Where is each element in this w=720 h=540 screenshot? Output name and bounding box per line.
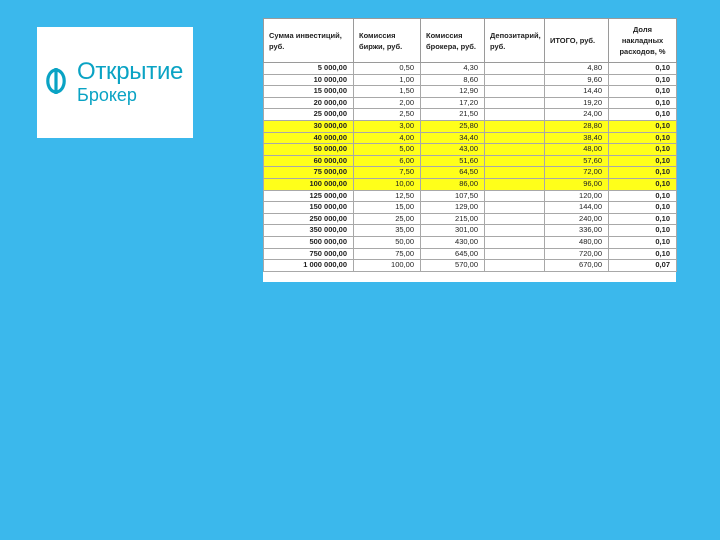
cell-exchange-fee: 75,00	[354, 248, 421, 260]
cell-depository	[485, 74, 545, 86]
cell-exchange-fee: 0,50	[354, 63, 421, 75]
cell-depository	[485, 248, 545, 260]
cell-investment-amount: 1 000 000,00	[264, 260, 354, 272]
cell-investment-amount: 350 000,00	[264, 225, 354, 237]
table-row	[264, 74, 677, 86]
cell-overhead-share: 0,10	[609, 109, 677, 121]
cell-exchange-fee: 12,50	[354, 190, 421, 202]
cell-total: 4,80	[545, 63, 609, 75]
cell-investment-amount: 10 000,00	[264, 74, 354, 86]
header-broker-fee: Комиссия брокера, руб.	[421, 19, 485, 63]
cell-overhead-share: 0,10	[609, 248, 677, 260]
cell-overhead-share: 0,10	[609, 74, 677, 86]
cell-broker-fee: 12,90	[421, 86, 485, 98]
cell-overhead-share: 0,10	[609, 202, 677, 214]
table-row	[264, 236, 677, 248]
table-row	[264, 120, 677, 132]
cell-depository	[485, 155, 545, 167]
cell-depository	[485, 120, 545, 132]
table-row	[264, 167, 677, 179]
cell-total: 14,40	[545, 86, 609, 98]
cell-overhead-share: 0,10	[609, 86, 677, 98]
cell-overhead-share: 0,10	[609, 236, 677, 248]
cell-overhead-share: 0,10	[609, 97, 677, 109]
cell-broker-fee: 8,60	[421, 74, 485, 86]
cell-exchange-fee: 1,00	[354, 74, 421, 86]
cell-exchange-fee: 100,00	[354, 260, 421, 272]
cell-depository	[485, 190, 545, 202]
cell-total: 38,40	[545, 132, 609, 144]
cell-broker-fee: 86,00	[421, 178, 485, 190]
header-total: ИТОГО, руб.	[545, 19, 609, 63]
cell-broker-fee: 107,50	[421, 190, 485, 202]
cell-exchange-fee: 50,00	[354, 236, 421, 248]
cell-broker-fee: 21,50	[421, 109, 485, 121]
cell-broker-fee: 64,50	[421, 167, 485, 179]
cell-exchange-fee: 35,00	[354, 225, 421, 237]
table-row	[264, 132, 677, 144]
cell-broker-fee: 34,40	[421, 132, 485, 144]
table-row	[264, 202, 677, 214]
cell-overhead-share: 0,10	[609, 120, 677, 132]
cell-total: 9,60	[545, 74, 609, 86]
cell-investment-amount: 750 000,00	[264, 248, 354, 260]
cell-total: 72,00	[545, 167, 609, 179]
cell-depository	[485, 225, 545, 237]
cell-exchange-fee: 4,00	[354, 132, 421, 144]
header-investment-amount: Сумма инвестиций, руб.	[264, 19, 354, 63]
cell-depository	[485, 132, 545, 144]
cell-exchange-fee: 10,00	[354, 178, 421, 190]
table-row	[264, 190, 677, 202]
cell-overhead-share: 0,10	[609, 225, 677, 237]
cell-total: 28,80	[545, 120, 609, 132]
cell-total: 48,00	[545, 144, 609, 156]
cell-depository	[485, 97, 545, 109]
cell-broker-fee: 43,00	[421, 144, 485, 156]
cell-total: 720,00	[545, 248, 609, 260]
table-row	[264, 178, 677, 190]
cell-overhead-share: 0,10	[609, 178, 677, 190]
cell-exchange-fee: 15,00	[354, 202, 421, 214]
cell-depository	[485, 144, 545, 156]
cell-total: 19,20	[545, 97, 609, 109]
cell-investment-amount: 40 000,00	[264, 132, 354, 144]
cell-total: 670,00	[545, 260, 609, 272]
table-row	[264, 155, 677, 167]
cell-broker-fee: 430,00	[421, 236, 485, 248]
cell-investment-amount: 30 000,00	[264, 120, 354, 132]
cell-overhead-share: 0,10	[609, 63, 677, 75]
cell-depository	[485, 109, 545, 121]
table-row	[264, 225, 677, 237]
commission-table-container	[263, 18, 676, 282]
cell-investment-amount: 50 000,00	[264, 144, 354, 156]
cell-depository	[485, 86, 545, 98]
cell-overhead-share: 0,10	[609, 155, 677, 167]
cell-total: 480,00	[545, 236, 609, 248]
cell-broker-fee: 51,60	[421, 155, 485, 167]
cell-overhead-share: 0,10	[609, 132, 677, 144]
cell-exchange-fee: 3,00	[354, 120, 421, 132]
cell-broker-fee: 645,00	[421, 248, 485, 260]
cell-investment-amount: 20 000,00	[264, 97, 354, 109]
table-row	[264, 248, 677, 260]
table-row	[264, 109, 677, 121]
cell-investment-amount: 150 000,00	[264, 202, 354, 214]
table-row	[264, 144, 677, 156]
cell-exchange-fee: 6,00	[354, 155, 421, 167]
cell-broker-fee: 215,00	[421, 213, 485, 225]
cell-overhead-share: 0,10	[609, 213, 677, 225]
cell-exchange-fee: 2,50	[354, 109, 421, 121]
cell-total: 96,00	[545, 178, 609, 190]
cell-overhead-share: 0,07	[609, 260, 677, 272]
cell-total: 120,00	[545, 190, 609, 202]
cell-investment-amount: 75 000,00	[264, 167, 354, 179]
cell-depository	[485, 178, 545, 190]
cell-investment-amount: 25 000,00	[264, 109, 354, 121]
cell-exchange-fee: 1,50	[354, 86, 421, 98]
table-row	[264, 260, 677, 272]
cell-exchange-fee: 5,00	[354, 144, 421, 156]
table-row	[264, 97, 677, 109]
table-header-row	[264, 19, 677, 63]
cell-broker-fee: 129,00	[421, 202, 485, 214]
cell-exchange-fee: 2,00	[354, 97, 421, 109]
cell-overhead-share: 0,10	[609, 167, 677, 179]
cell-exchange-fee: 7,50	[354, 167, 421, 179]
header-depository: Депозитарий, руб.	[485, 19, 545, 63]
cell-depository	[485, 260, 545, 272]
cell-investment-amount: 60 000,00	[264, 155, 354, 167]
cell-overhead-share: 0,10	[609, 190, 677, 202]
cell-investment-amount: 100 000,00	[264, 178, 354, 190]
table-body	[264, 63, 677, 272]
cell-exchange-fee: 25,00	[354, 213, 421, 225]
cell-total: 144,00	[545, 202, 609, 214]
cell-depository	[485, 202, 545, 214]
cell-depository	[485, 213, 545, 225]
cell-total: 24,00	[545, 109, 609, 121]
cell-total: 336,00	[545, 225, 609, 237]
cell-overhead-share: 0,10	[609, 144, 677, 156]
cell-total: 240,00	[545, 213, 609, 225]
cell-investment-amount: 15 000,00	[264, 86, 354, 98]
cell-depository	[485, 236, 545, 248]
cell-depository	[485, 167, 545, 179]
cell-investment-amount: 500 000,00	[264, 236, 354, 248]
cell-investment-amount: 125 000,00	[264, 190, 354, 202]
header-exchange-fee: Комиссия биржи, руб.	[354, 19, 421, 63]
cell-broker-fee: 4,30	[421, 63, 485, 75]
table-row	[264, 213, 677, 225]
logo-brand-subtitle: Брокер	[77, 85, 137, 105]
cell-broker-fee: 570,00	[421, 260, 485, 272]
logo-brand-name: Открытие	[77, 58, 184, 85]
broker-logo	[37, 27, 193, 138]
cell-investment-amount: 5 000,00	[264, 63, 354, 75]
cell-depository	[485, 63, 545, 75]
header-overhead-share: Доля накладных расходов, %	[609, 19, 677, 63]
cell-broker-fee: 25,80	[421, 120, 485, 132]
table-row	[264, 86, 677, 98]
cell-investment-amount: 250 000,00	[264, 213, 354, 225]
cell-broker-fee: 301,00	[421, 225, 485, 237]
cell-total: 57,60	[545, 155, 609, 167]
table-row	[264, 63, 677, 75]
cell-broker-fee: 17,20	[421, 97, 485, 109]
commission-table	[263, 18, 677, 272]
logo-emblem-icon	[46, 68, 66, 94]
